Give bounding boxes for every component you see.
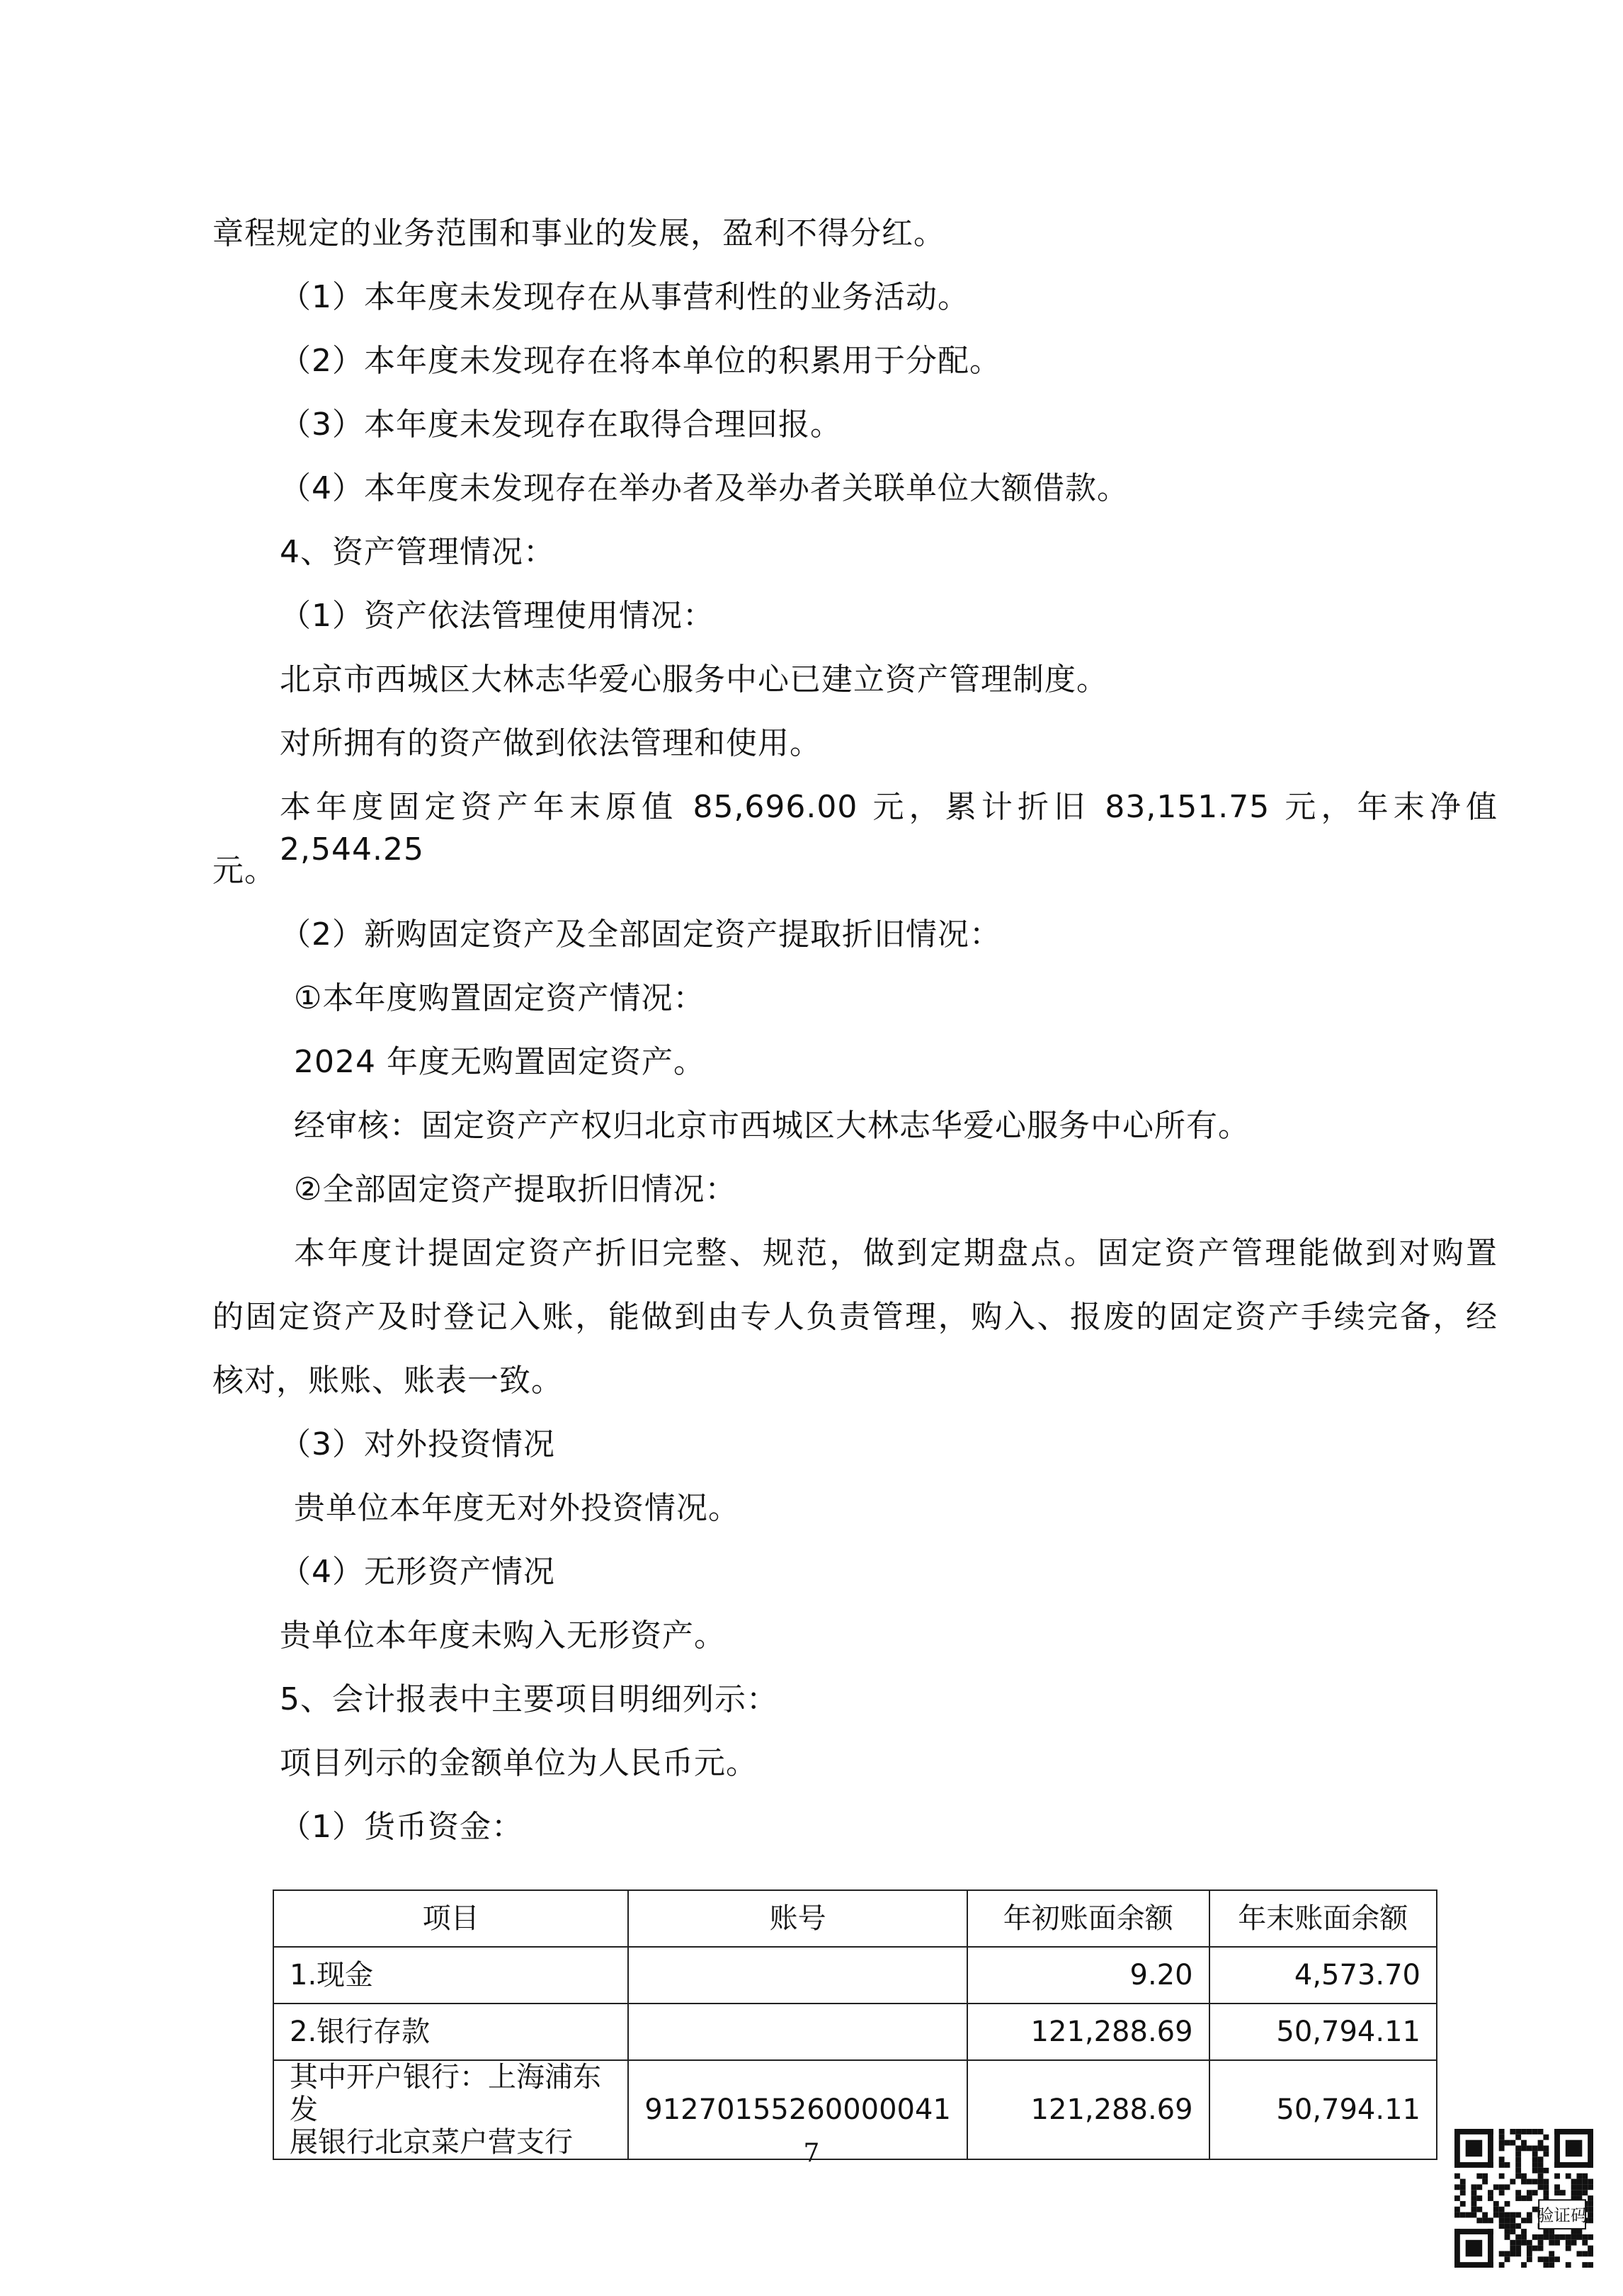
paragraph-line: （3）本年度未发现存在取得合理回报。 xyxy=(280,407,842,443)
cell-end-balance: 4,573.70 xyxy=(1209,1947,1437,2004)
qr-code-icon[interactable] xyxy=(1454,2129,1593,2268)
paragraph-line: 2024 年度无购置固定资产。 xyxy=(294,1044,705,1080)
cash-funds-table xyxy=(273,1889,1437,2160)
paragraph-line: 北京市西城区大林志华爱心服务中心已建立资产管理制度。 xyxy=(280,661,1108,698)
subsection-heading: （4）无形资产情况 xyxy=(280,1554,555,1590)
cell-account xyxy=(628,1947,967,2004)
header-end-balance: 年末账面余额 xyxy=(1209,1890,1437,1947)
section-heading: 5、会计报表中主要项目明细列示： xyxy=(280,1681,778,1717)
paragraph-line: 核对，账账、账表一致。 xyxy=(212,1363,563,1399)
paragraph-line: ②全部固定资产提取折旧情况： xyxy=(294,1171,737,1207)
cell-item: 2.银行存款 xyxy=(273,2004,628,2060)
paragraph-line: ①本年度购置固定资产情况： xyxy=(294,980,705,1016)
paragraph-line: （1）本年度未发现存在从事营利性的业务活动。 xyxy=(280,279,969,315)
table-header-row xyxy=(273,1890,1437,1947)
paragraph-line: （4）本年度未发现存在举办者及举办者关联单位大额借款。 xyxy=(280,470,1129,506)
cell-item-line: 其中开户银行：上海浦东发 xyxy=(290,2061,601,2126)
cell-begin-balance: 121,288.69 xyxy=(967,2004,1209,2060)
cell-item-line: 展银行北京菜户营支行 xyxy=(290,2126,573,2159)
subsection-heading: （2）新购固定资产及全部固定资产提取折旧情况： xyxy=(280,916,1001,953)
paragraph-line: （2）本年度未发现存在将本单位的积累用于分配。 xyxy=(280,343,1001,379)
header-item: 项目 xyxy=(273,1890,628,1947)
cell-account: 91270155260000041 xyxy=(628,2060,967,2159)
paragraph-line: 经审核：固定资产产权归北京市西城区大林志华爱心服务中心所有。 xyxy=(294,1108,1250,1144)
qr-label: 验证码 xyxy=(1537,2205,1588,2226)
table-row xyxy=(273,2004,1437,2060)
paragraph-line: 本年度固定资产年末原值 85,696.00 元，累计折旧 83,151.75 元，年末净值 2,544.25 xyxy=(280,789,1498,868)
header-account: 账号 xyxy=(628,1890,967,1947)
paragraph-line: 贵单位本年度未购入无形资产。 xyxy=(280,1618,726,1654)
subsection-heading: （1）资产依法管理使用情况： xyxy=(280,598,714,634)
paragraph-line: 对所拥有的资产做到依法管理和使用。 xyxy=(280,725,821,761)
paragraph-line: 元。 xyxy=(212,853,276,889)
cell-end-balance: 50,794.11 xyxy=(1209,2004,1437,2060)
paragraph-line: 项目列示的金额单位为人民币元。 xyxy=(280,1745,758,1781)
cell-account xyxy=(628,2004,967,2060)
page-number: 7 xyxy=(803,2139,820,2168)
cell-begin-balance: 9.20 xyxy=(967,1947,1209,2004)
cell-end-balance: 50,794.11 xyxy=(1209,2060,1437,2159)
cell-begin-balance: 121,288.69 xyxy=(967,2060,1209,2159)
table-row xyxy=(273,1947,1437,2004)
subsection-heading: （3）对外投资情况 xyxy=(280,1426,555,1462)
header-begin-balance: 年初账面余额 xyxy=(967,1890,1209,1947)
cell-item: 1.现金 xyxy=(273,1947,628,2004)
paragraph-line: 贵单位本年度无对外投资情况。 xyxy=(294,1490,740,1526)
subsection-heading: （1）货币资金： xyxy=(280,1809,523,1845)
paragraph-line: 章程规定的业务范围和事业的发展，盈利不得分红。 xyxy=(212,215,945,251)
paragraph-line: 的固定资产及时登记入账，能做到由专人负责管理，购入、报废的固定资产手续完备，经 xyxy=(212,1299,1498,1335)
section-heading: 4、资产管理情况： xyxy=(280,534,555,570)
paragraph-line: 本年度计提固定资产折旧完整、规范，做到定期盘点。固定资产管理能做到对购置 xyxy=(294,1235,1498,1271)
